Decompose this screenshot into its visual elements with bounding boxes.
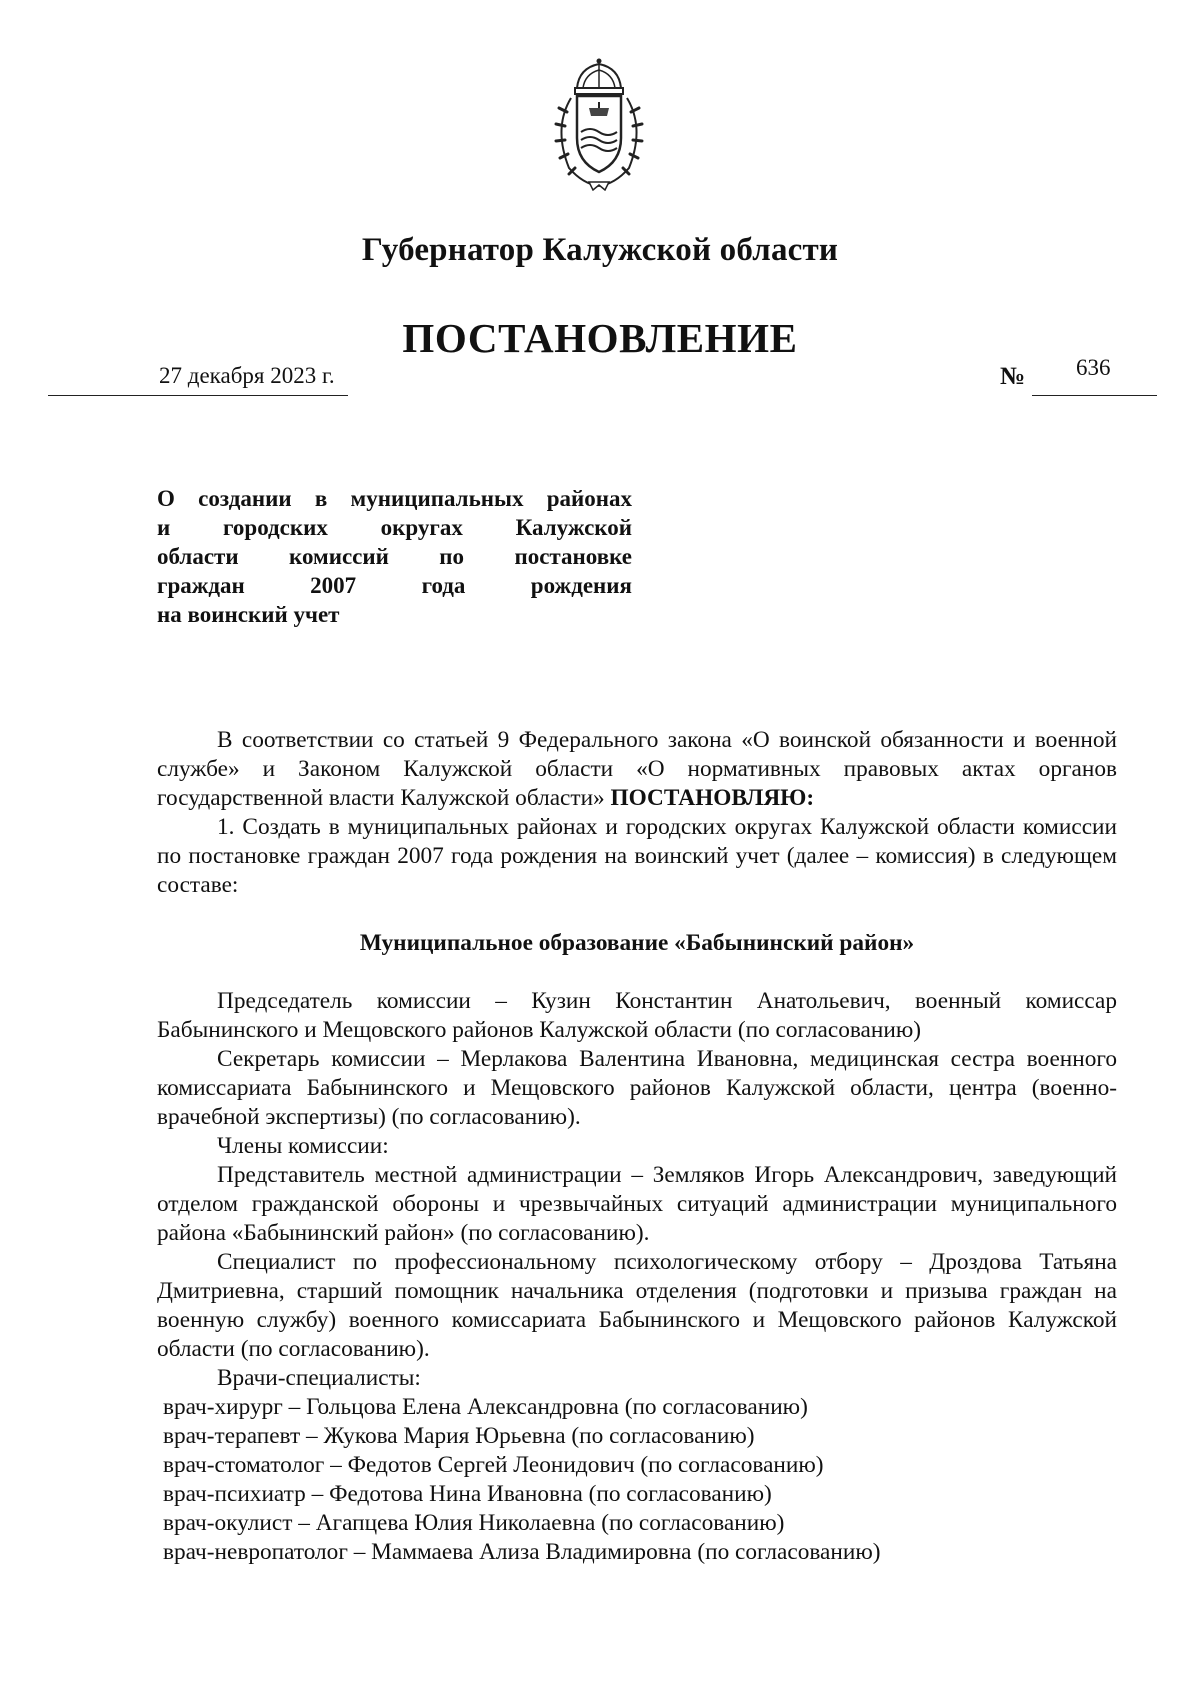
chairman-paragraph: Председатель комиссии – Кузин Константин Анатольевич, военный комиссар Бабынинского и Мещовского районов Калужской области (по согласованию)	[157, 988, 1117, 1043]
psychologist-paragraph: Специалист по профессиональному психологическому отбору – Дроздова Татьяна Дмитриевна, старший помощник начальника отделения (подготовки и призыва граждан на военную службу) военного комиссариата Бабынинского и Мещовского районов Калужской области (по согласованию).	[157, 1249, 1117, 1362]
local-admin-paragraph: Представитель местной администрации – Земляков Игорь Александрович, заведующий отделом гражданской обороны и чрезвычайных ситуаций администрации муниципального района «Бабынинский район» (по согласованию).	[157, 1162, 1117, 1246]
preamble-text: В соответствии со статьей 9 Федерального закона «О воинской обязанности и военной службе» и Законом Калужской области «О нормативных правовых актах органов государственной власти Калужской области»	[157, 727, 1117, 811]
document-number: 636	[1076, 355, 1111, 380]
number-label: №	[1000, 363, 1026, 390]
list-item: врач-терапевт – Жукова Мария Юрьевна (по согласованию)	[163, 1423, 755, 1449]
list-item: врач-хирург – Гольцова Елена Александровна (по согласованию)	[163, 1394, 808, 1420]
section-title: Муниципальное образование «Бабынинский район»	[359, 930, 915, 956]
list-item: врач-окулист – Агапцева Юлия Николаевна (по согласованию)	[163, 1510, 785, 1536]
item-1-paragraph: 1. Создать в муниципальных районах и городских округах Калужской области комиссии по постановке граждан 2007 года рождения на воинский учет (далее – комиссия) в следующем составе:	[157, 814, 1117, 898]
document-type-title: ПОСТАНОВЛЕНИЕ	[402, 315, 798, 361]
doctors-list	[157, 1393, 1117, 1567]
preamble-paragraph	[157, 726, 1117, 813]
subject-line: и городских округах Калужской	[157, 515, 632, 540]
list-item: врач-психиатр – Федотова Нина Ивановна (по согласованию)	[163, 1481, 772, 1507]
kaluga-coat-of-arms-icon	[543, 58, 655, 191]
subject-line: области комиссий по постановке	[157, 544, 632, 569]
subject-line: О создании в муниципальных районах	[157, 486, 632, 511]
subject-line: граждан 2007 года рождения	[157, 573, 632, 598]
document-date: 27 декабря 2023 г.	[159, 363, 335, 388]
document-subject	[157, 484, 632, 629]
list-item: врач-невропатолог – Маммаева Ализа Владимировна (по согласованию)	[163, 1539, 881, 1565]
secretary-paragraph: Секретарь комиссии – Мерлакова Валентина Ивановна, медицинская сестра военного комиссариата Бабынинского и Мещовского районов Калужской области, центра (военно-врачебной экспертизы) (по согласованию).	[157, 1046, 1117, 1130]
members-label: Члены комиссии:	[217, 1133, 389, 1159]
date-underline	[48, 395, 348, 396]
list-item: врач-стоматолог – Федотов Сергей Леонидович (по согласованию)	[163, 1452, 824, 1478]
doctors-label: Врачи-специалисты:	[217, 1365, 421, 1391]
organization-title: Губернатор Калужской области	[361, 232, 839, 268]
resolve-word: ПОСТАНОВЛЯЮ:	[610, 785, 815, 811]
number-underline	[1032, 395, 1157, 396]
document-body	[157, 726, 1117, 1567]
subject-line: на воинский учет	[157, 602, 340, 627]
